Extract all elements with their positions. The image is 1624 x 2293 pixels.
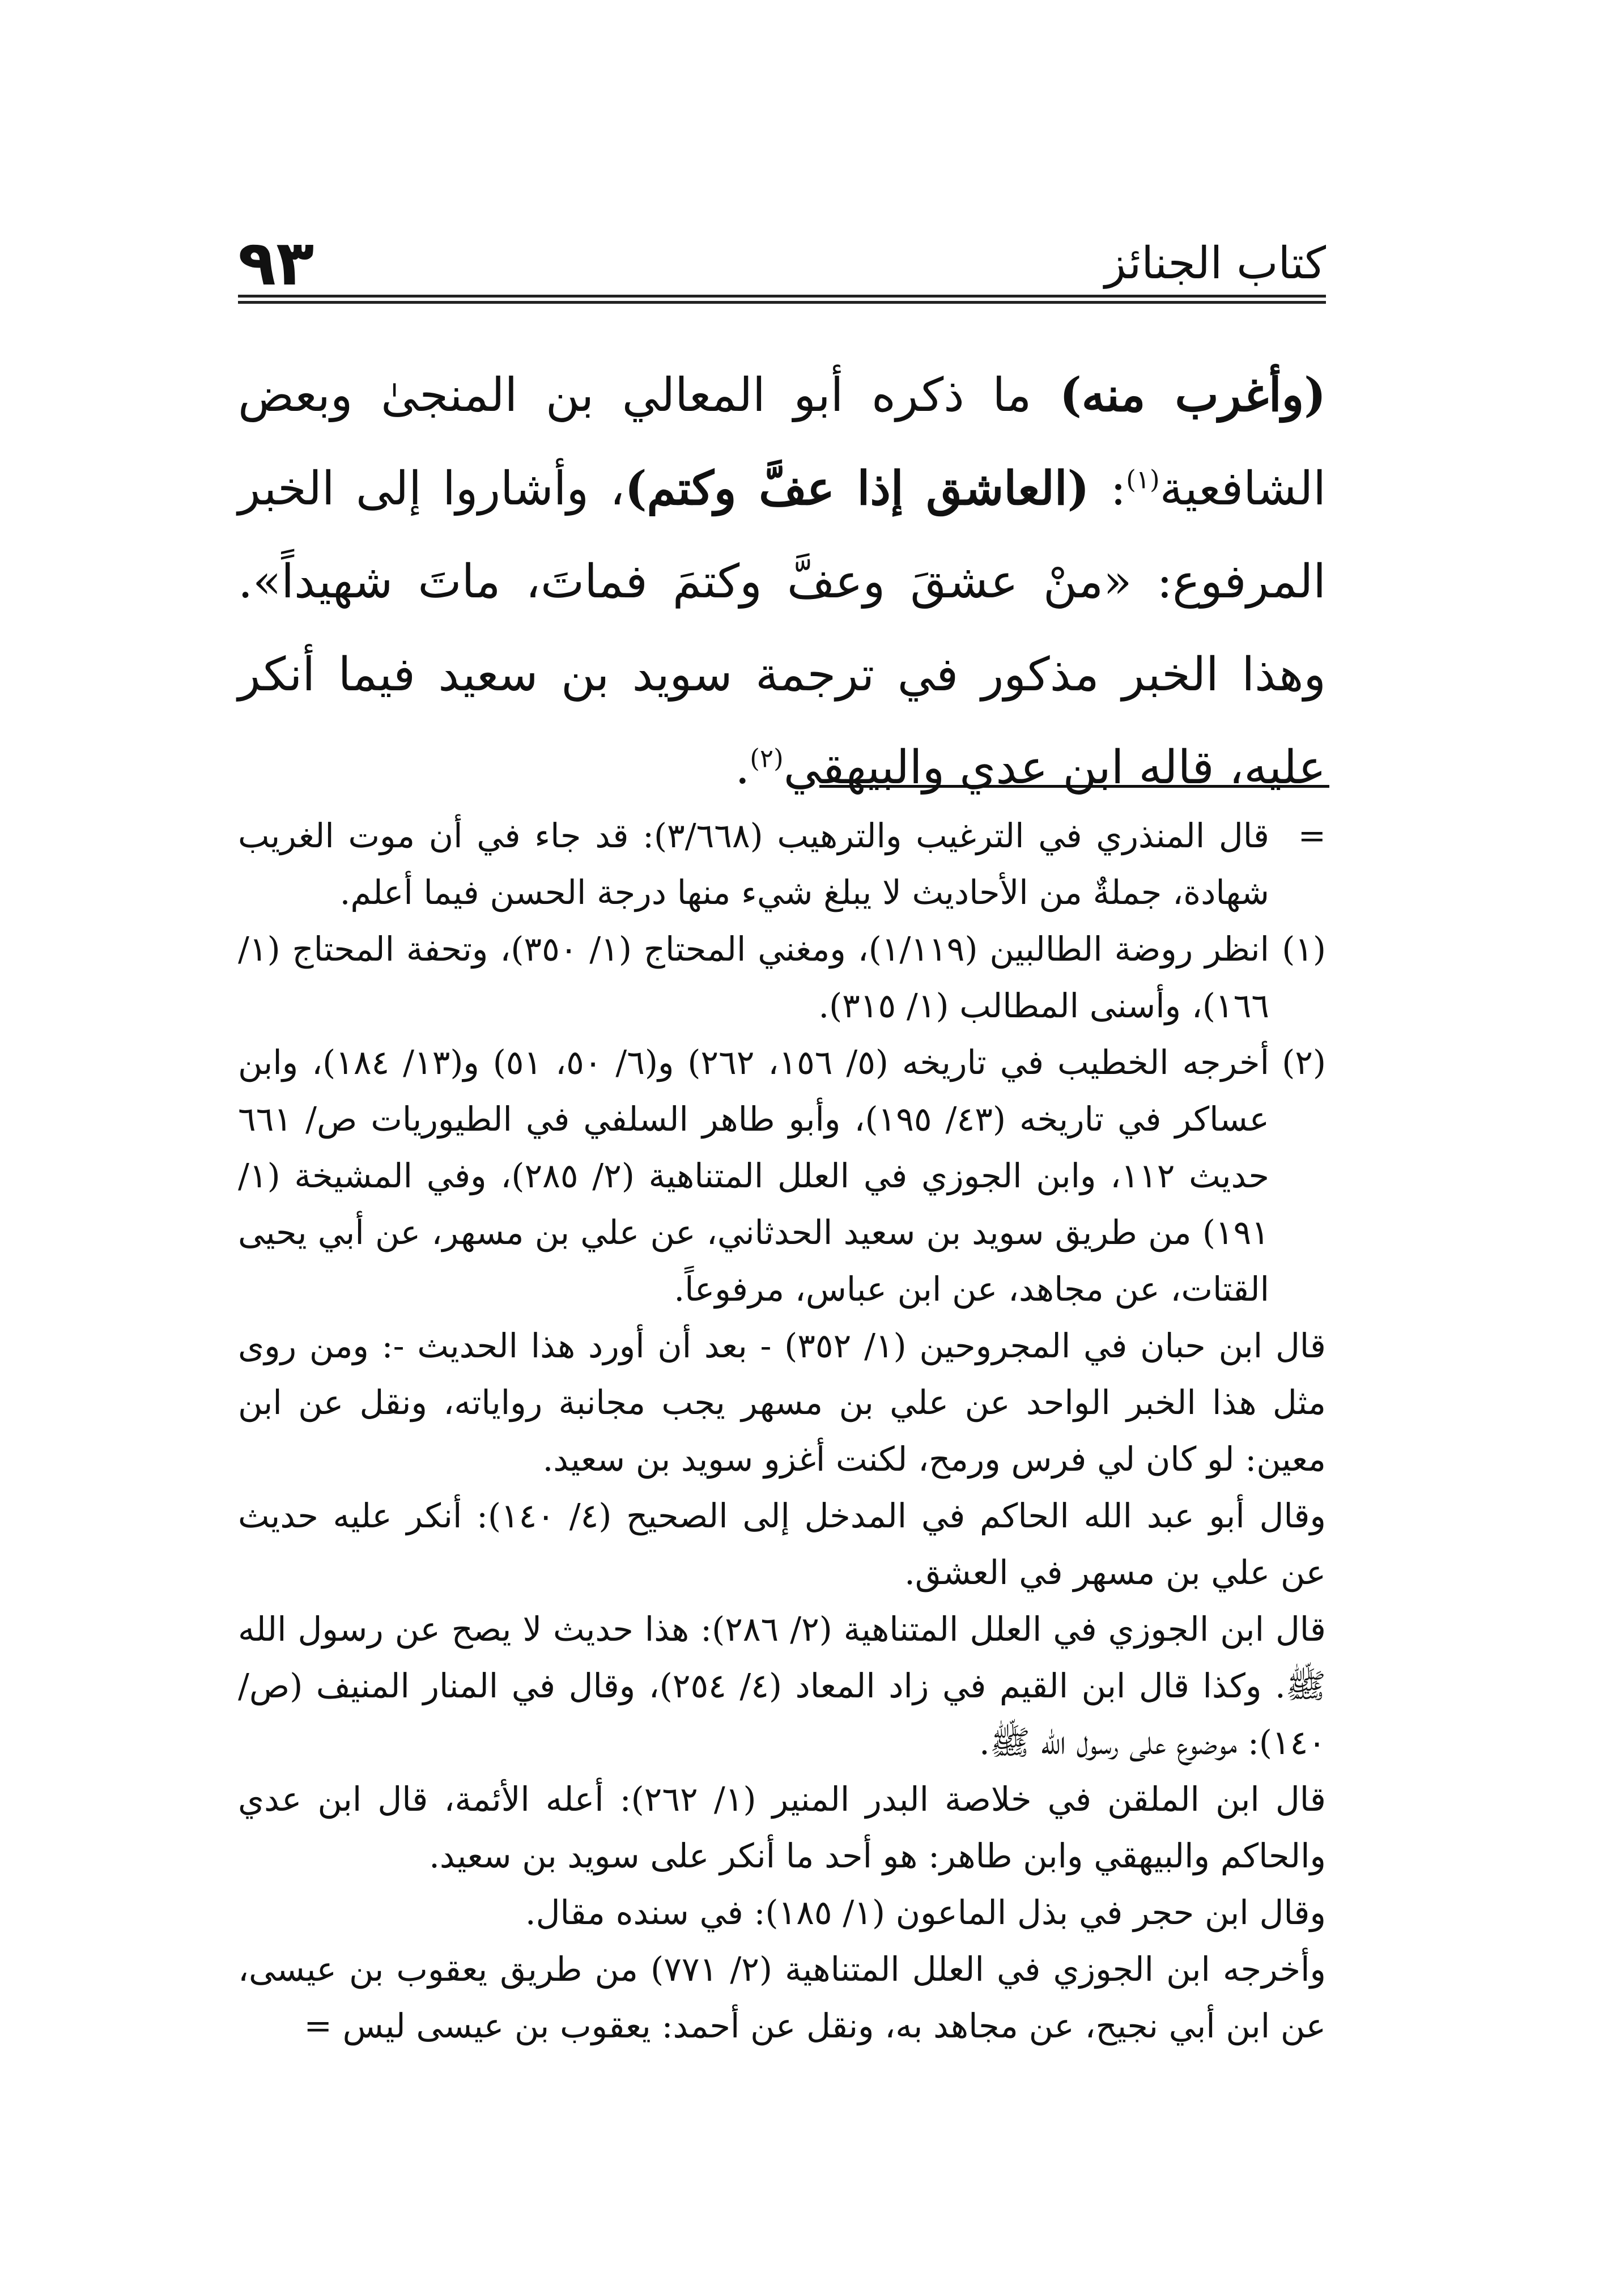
footnote-marker: (٢): [1282, 1043, 1326, 1082]
footnote-paragraph: قال ابن حبان في المجروحين (١/ ٣٥٢) - بعد أن أورد هذا الحديث -: ومن روى مثل هذا الخبر الواحد عن علي بن مسهر يجب مجانبة رواياته، ونقل عن ابن معين: لو كان لي فرس ورمح، لكنت أغزو سويد بن سعيد.: [238, 1326, 1326, 1479]
page-number: ٩٣: [238, 227, 314, 299]
lead-phrase: (وأغرب منه): [1059, 368, 1326, 422]
footnote-text: أخرجه الخطيب في تاريخه (٥/ ١٥٦، ٢٦٢) و(٦/ ٥٠، ٥١) و(١٣/ ١٨٤)، وابن عساكر في تاريخه (٤٣/ ١٩٥)، وأبو طاهر السلفي في الطيوريات ص/ ٦٦١ حديث ١١٢، وابن الجوزي في العلل المتناهية (٢/ ٢٨٥)، وفي المشيخة (١/ ١٩١) من طريق سويد بن سعيد الحدثاني، عن علي بن مسهر، عن أبي يحيى القتات، عن مجاهد، عن ابن عباس، مرفوعاً.: [238, 1043, 1269, 1309]
quoted-phrase: (العاشق إذا عفَّ وكتم): [624, 461, 1090, 516]
main-paragraph: [238, 349, 1326, 814]
footnote-separator: [819, 785, 1329, 788]
footnote-paragraph: وقال أبو عبد الله الحاكم في المدخل إلى الصحيح (٤/ ١٤٠): أنكر عليه حديث عن علي بن مسهر في العشق.: [238, 1496, 1327, 1592]
footnote-continued: [238, 808, 1326, 921]
footnote-1: [238, 921, 1326, 1034]
footnote-2: [238, 1034, 1326, 1318]
footnote-ref-1: (١): [1126, 464, 1160, 495]
page-header: [238, 227, 1326, 304]
book-title: كتاب الجنائز: [1104, 238, 1326, 289]
footnote-paragraph: وقال ابن حجر في بذل الماعون (١/ ١٨٥): في سنده مقال.: [525, 1893, 1326, 1932]
footnotes: [238, 808, 1326, 2054]
main-text-part-1: ما ذكره أبو المعالي بن المنجىٰ وبعض الشافعية: [238, 368, 1326, 516]
footnote-paragraph: قال ابن الملقن في خلاصة البدر المنير (١/ ٢٦٢): أعله الأئمة، قال ابن عدي والحاكم والبيهقي وابن طاهر: هو أحد ما أنكر على سويد بن سعيد.: [238, 1780, 1326, 1875]
footnote-marker: =: [1298, 816, 1326, 855]
footnote-text: قال المنذري في الترغيب والترهيب (٣/٦٦٨): قد جاء في أن موت الغريب شهادة، جملةٌ من الأحاديث لا يبلغ شيء منها درجة الحسن فيما أعلم.: [238, 816, 1269, 912]
main-text: [238, 349, 1326, 814]
footnote-marker: (١): [1282, 929, 1326, 969]
main-text-part-2: :: [1089, 462, 1126, 516]
footnote-paragraph: وأخرجه ابن الجوزي في العلل المتناهية (٢/ ٧٧١) من طريق يعقوب بن عيسى، عن ابن أبي نجيح، عن مجاهد به، ونقل عن أحمد: يعقوب بن عيسى ليس =: [238, 1950, 1327, 2045]
main-text-part-3: ، وأشاروا إلى الخبر المرفوع: «منْ عشقَ وعفَّ وكتمَ فماتَ، ماتَ شهيداً». وهذا الخبر مذكور في ترجمة سويد بن سعيد فيما أنكر عليه، قاله ابن عدي والبيهقي: [238, 462, 1326, 795]
main-text-end: .: [735, 741, 750, 795]
footnote-paragraph: قال ابن الجوزي في العلل المتناهية (٢/ ٢٨٦): هذا حديث لا يصح عن رسول الله ﷺ. وكذا قال ابن القيم في زاد المعاد (٤/ ٢٥٤)، وقال في المنار المنيف (ص/ ١٤٠): موضوع على رسول الله ﷺ.: [238, 1610, 1327, 1762]
footnote-2-continuation: [238, 1318, 1326, 2054]
footnote-ref-2: (٢): [750, 743, 784, 774]
footnote-text: انظر روضة الطالبين (١/١١٩)، ومغني المحتاج (١/ ٣٥٠)، وتحفة المحتاج (١/ ١٦٦)، وأسنى المطالب (١/ ٣١٥).: [238, 929, 1269, 1025]
